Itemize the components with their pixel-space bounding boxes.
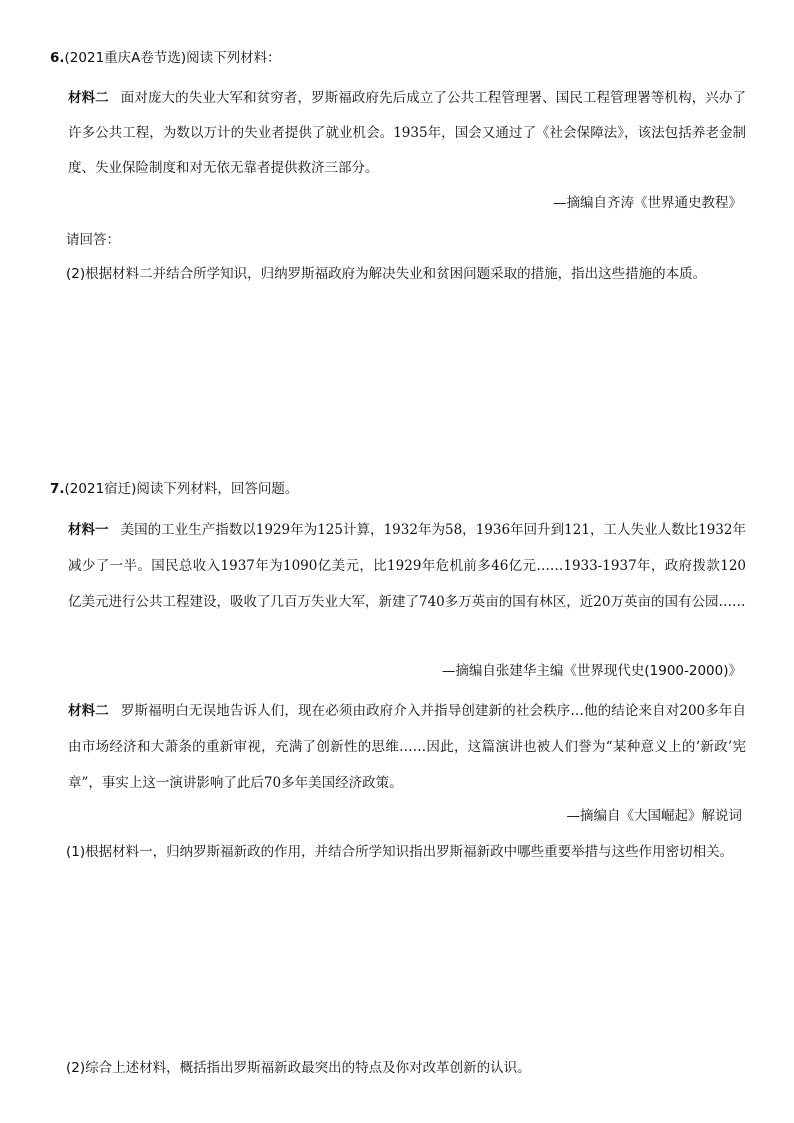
q7-material-2-source: —摘编自《大国崛起》解说词 (566, 808, 742, 824)
q6-material-2-source: —摘编自齐涛《世界通史教程》 (553, 195, 742, 211)
q6-subquestion-2: (2)根据材料二并结合所学知识，归纳罗斯福政府为解决失业和贫困问题采取的措施，指出这些措施的本质。 (66, 266, 707, 282)
material-text: 罗斯福明白无误地告诉人们，现在必须由政府介入并指导创建新的社会秩序…他的结论来自对200多年自由市场经济和大萧条的重新审视，充满了创新性的思维……因此，这篇演讲也被人们誉为“某种意义上的‘新政’宪章”，事实上这一演讲影响了此后70多年美国经济政策。 (68, 703, 746, 791)
question-7-header (50, 480, 298, 498)
question-instruction: 阅读下列材料： (186, 50, 281, 66)
question-number: 6. (50, 50, 65, 66)
material-label: 材料一 (68, 522, 109, 538)
material-label: 材料二 (68, 90, 109, 106)
q7-material-2 (68, 693, 746, 801)
question-source-tag: (2021重庆A卷节选) (64, 50, 187, 66)
material-label: 材料二 (68, 703, 109, 719)
q6-ask-label: 请回答： (66, 232, 120, 248)
question-source-tag: (2021宿迁) (64, 481, 137, 497)
q6-material-2 (68, 81, 746, 186)
question-instruction: 阅读下列材料，回答问题。 (136, 481, 299, 497)
q7-subquestion-2: (2)综合上述材料，概括指出罗斯福新政最突出的特点及你对改革创新的认识。 (66, 1060, 531, 1076)
question-number: 7. (50, 481, 65, 497)
question-6-header (50, 49, 281, 67)
q7-material-1 (68, 512, 746, 620)
q7-material-1-source: —摘编自张建华主编《世界现代史(1900-2000)》 (441, 663, 742, 679)
q7-subquestion-1: (1)根据材料一，归纳罗斯福新政的作用，并结合所学知识指出罗斯福新政中哪些重要举措与这些作用密切相关。 (66, 844, 734, 860)
material-text: 面对庞大的失业大军和贫穷者，罗斯福政府先后成立了公共工程管理署、国民工程管理署等机构，兴办了许多公共工程，为数以万计的失业者提供了就业机会。1935年，国会又通过了《社会保障法》，该法包括养老金制度、失业保险制度和对无依无靠者提供救济三部分。 (68, 90, 746, 176)
material-text: 美国的工业生产指数以1929年为125计算，1932年为58，1936年回升到121，工人失业人数比1932年减少了一半。国民总收入1937年为1090亿美元，比1929年危机前多46亿元……1933-1937年，政府拨款120亿美元进行公共工程建设，吸收了几百万失业大军，新建了740多万英亩的国有林区，近20万英亩的国有公园…… (68, 522, 747, 610)
